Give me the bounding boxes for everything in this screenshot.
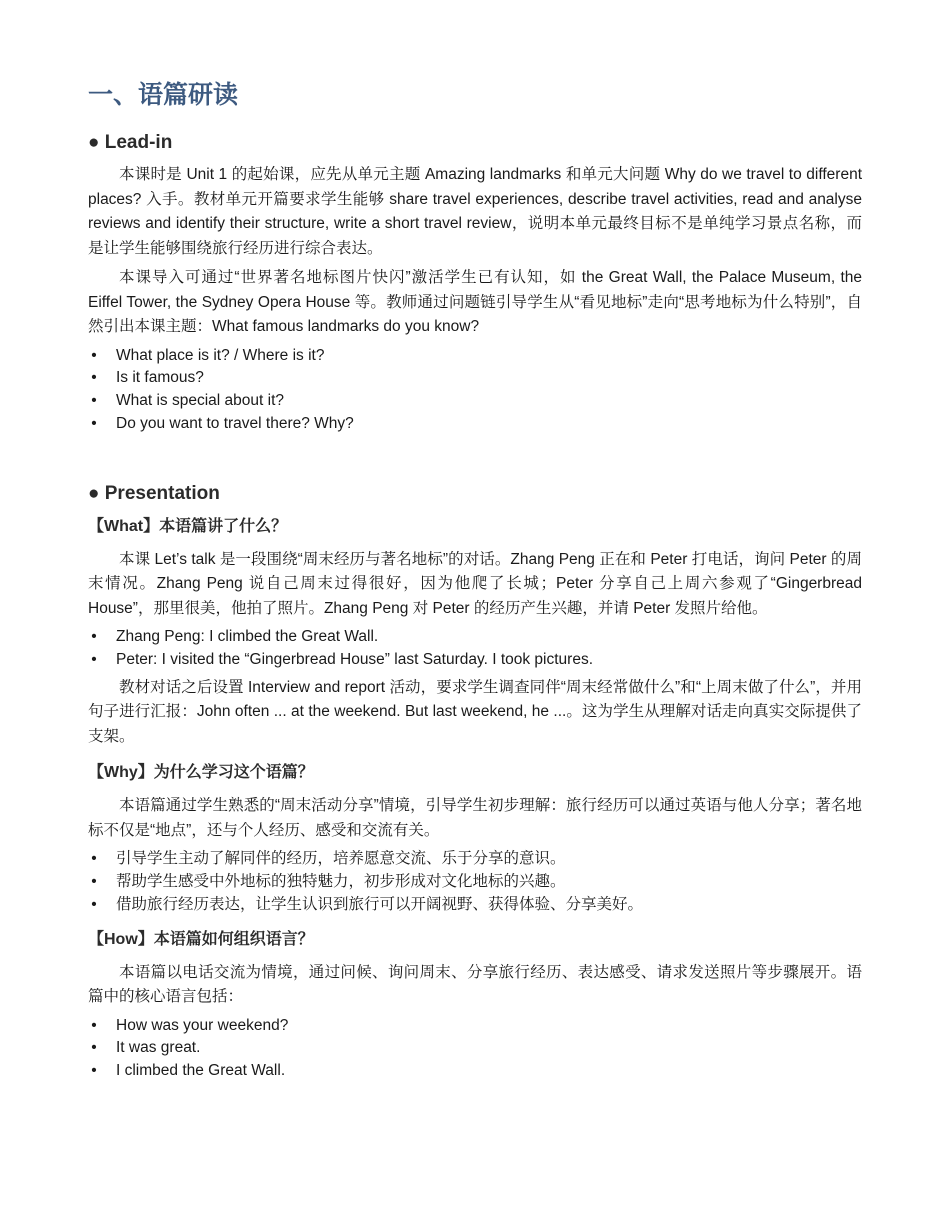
list-item-text: Do you want to travel there? Why? bbox=[116, 414, 354, 432]
bullet-icon: • bbox=[91, 873, 97, 891]
bullet-icon: • bbox=[91, 650, 97, 668]
list-item bbox=[88, 894, 862, 917]
bullet-icon: • bbox=[91, 392, 97, 410]
bullet-icon: • bbox=[91, 369, 97, 387]
list-item-text: 帮助学生感受中外地标的独特魅力，初步形成对文化地标的兴趣。 bbox=[116, 873, 566, 891]
bullet-icon: • bbox=[91, 1039, 97, 1057]
list-item bbox=[88, 390, 862, 413]
bullet-icon: • bbox=[91, 850, 97, 868]
list-item-text: Is it famous? bbox=[116, 369, 204, 387]
bullet-icon: • bbox=[91, 1062, 97, 1080]
bullet-icon: • bbox=[91, 346, 97, 364]
leadin-paragraph-1: 本课时是 Unit 1 的起始课，应先从单元主题 Amazing landmarks 和单元大问题 Why do we travel to different places? 入手。教材单元开篇要求学生能够 share travel experiences, describe travel activities, read and analyse reviews and identify their structure, write a short travel review，说明本单元最终目标不是单纯学习景点名称，而是让学生能够围绕旅行经历进行综合表达。 bbox=[88, 166, 862, 257]
list-item bbox=[88, 871, 862, 894]
leadin-heading: ● Lead-in bbox=[88, 132, 173, 153]
list-item bbox=[88, 848, 862, 871]
bullet-icon: • bbox=[91, 628, 97, 646]
why-heading: 【Why】为什么学习这个语篇？ bbox=[88, 764, 314, 782]
list-item bbox=[88, 649, 862, 672]
list-item-text: What place is it? / Where is it? bbox=[116, 346, 325, 364]
list-item bbox=[88, 345, 862, 368]
presentation-heading: ● Presentation bbox=[88, 482, 220, 504]
how-core-language-list bbox=[88, 1015, 862, 1083]
list-item bbox=[88, 413, 862, 436]
how-paragraph-1: 本语篇以电话交流为情境，通过问候、询问周末、分享旅行经历、表达感受、请求发送照片等步骤展开。语篇中的核心语言包括： bbox=[88, 963, 862, 1006]
list-item-text: It was great. bbox=[116, 1039, 201, 1057]
bullet-icon: • bbox=[91, 1016, 97, 1034]
list-item-text: What is special about it? bbox=[116, 392, 285, 410]
what-paragraph-1: 本课 Let’s talk 是一段围绕“周末经历与著名地标”的对话。Zhang Peng 正在和 Peter 打电话，询问 Peter 的周末情况。Zhang Peng 说自己周末过得很好，因为他爬了长城；Peter 分享自己上周六参观了“Gingerbread House”，那里很美，他拍了照片。Zhang Peng 对 Peter 的经历产生兴趣，并请 Peter 发照片给他。 bbox=[88, 550, 862, 617]
leadin-paragraph-2: 本课导入可通过“世界著名地标图片快闪”激活学生已有认知，如 the Great Wall, the Palace Museum, the Eiffel Tower, the Sydney Opera House 等。教师通过问题链引导学生从“看见地标”走向“思考地标为什么特别”，自然引出本课主题：What famous landmarks do you know? bbox=[88, 269, 862, 335]
why-goal-list bbox=[88, 848, 862, 916]
what-dialogue-list bbox=[88, 626, 862, 672]
how-heading: 【How】本语篇如何组织语言？ bbox=[88, 930, 314, 948]
list-item-text: 借助旅行经历表达，让学生认识到旅行可以开阔视野、获得体验、分享美好。 bbox=[116, 895, 644, 913]
list-item-text: Peter: I visited the “Gingerbread House” last Saturday. I took pictures. bbox=[116, 650, 593, 668]
list-item-text: Zhang Peng: I climbed the Great Wall. bbox=[116, 628, 379, 646]
bullet-icon: • bbox=[91, 895, 97, 913]
what-paragraph-2: 教材对话之后设置 Interview and report 活动，要求学生调查同伴“周末经常做什么”和“上周末做了什么”，并用句子进行汇报：John often ... at the weekend. But last weekend, he ...。这为学生从理解对话走向真实交际提供了支架。 bbox=[88, 678, 862, 745]
bullet-icon: • bbox=[91, 414, 97, 432]
what-heading: 【What】本语篇讲了什么？ bbox=[88, 517, 288, 535]
list-item bbox=[88, 1015, 862, 1038]
list-item-text: 引导学生主动了解同伴的经历，培养愿意交流、乐于分享的意识。 bbox=[116, 850, 566, 868]
list-item bbox=[88, 1060, 862, 1083]
leadin-question-list bbox=[88, 345, 862, 436]
list-item bbox=[88, 626, 862, 649]
why-paragraph-1: 本语篇通过学生熟悉的“周末活动分享”情境，引导学生初步理解：旅行经历可以通过英语与他人分享；著名地标不仅是“地点”，还与个人经历、感受和交流有关。 bbox=[88, 797, 862, 839]
list-item-text: How was your weekend? bbox=[116, 1016, 289, 1034]
list-item bbox=[88, 1037, 862, 1060]
list-item-text: I climbed the Great Wall. bbox=[116, 1062, 286, 1080]
section-title: 一、语篇研读 bbox=[88, 81, 239, 109]
list-item bbox=[88, 367, 862, 390]
